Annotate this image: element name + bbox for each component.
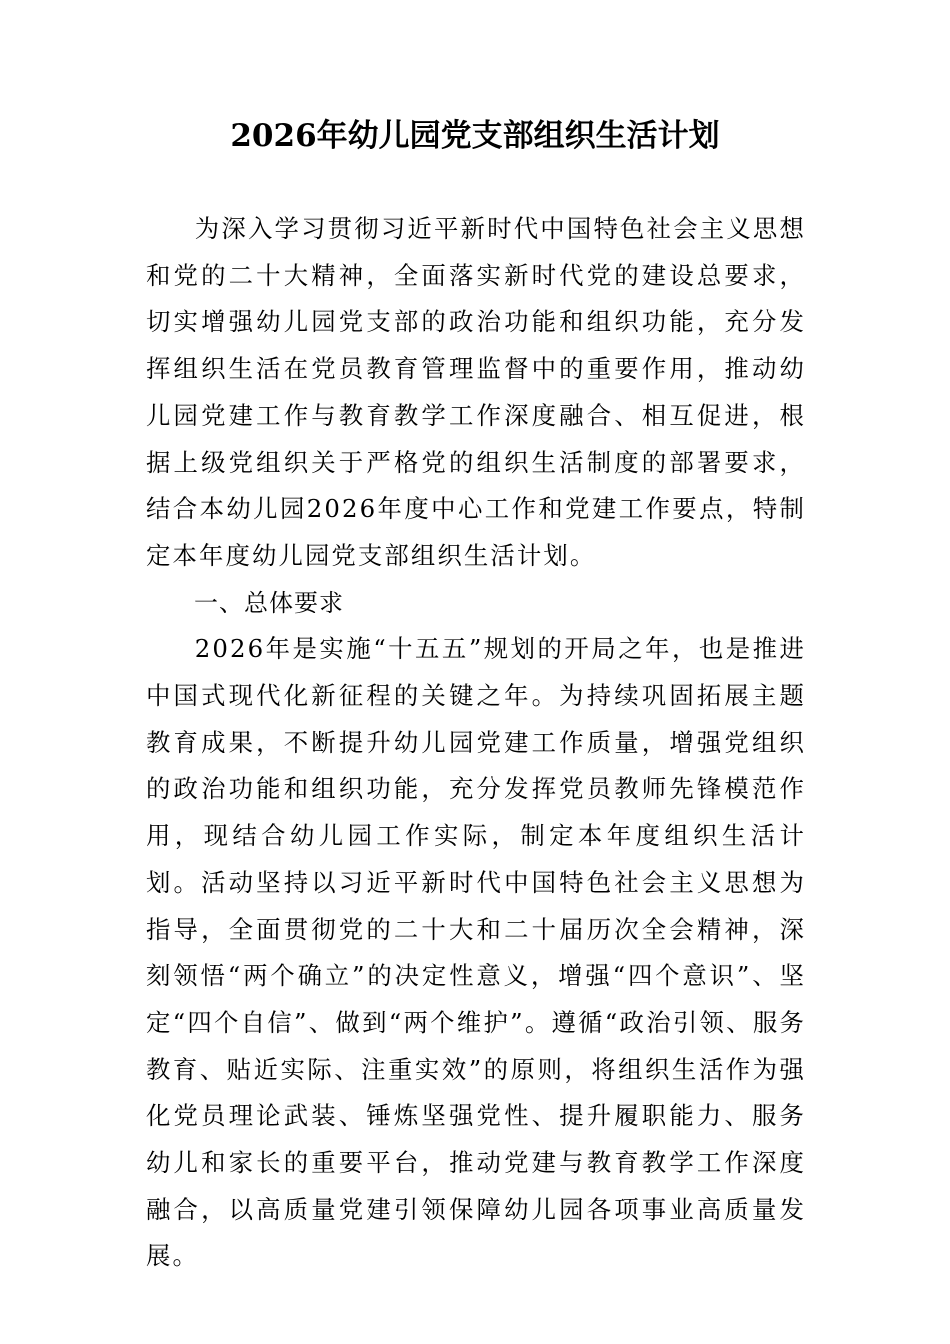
section-heading-general-requirements: 一、总体要求 xyxy=(194,588,344,617)
intro-paragraph: 为深入学习贯彻习近平新时代中国特色社会主义思想和党的二十大精神，全面落实新时代党的建设总要求，切实增强幼儿园党支部的政治功能和组织功能，充分发挥组织生活在党员教育管理监督中的重要作用，推动幼儿园党建工作与教育教学工作深度融合、相互促进，根据上级党组织关于严格党的组织生活制度的部署要求，结合本幼儿园2026年度中心工作和党建工作要点，特制定本年度幼儿园党支部组织生活计划。 xyxy=(146,214,806,570)
document-title: 2026年幼儿园党支部组织生活计划 xyxy=(230,118,720,154)
section-paragraph: 2026年是实施“十五五”规划的开局之年，也是推进中国式现代化新征程的关键之年。为持续巩固拓展主题教育成果，不断提升幼儿园党建工作质量，增强党组织的政治功能和组织功能，充分发挥党员教师先锋模范作用，现结合幼儿园工作实际，制定本年度组织生活计划。活动坚持以习近平新时代中国特色社会主义思想为指导，全面贯彻党的二十大和二十届历次全会精神，深刻领悟“两个确立”的决定性意义，增强“四个意识”、坚定“四个自信”、做到“两个维护”。遵循“政治引领、服务教育、贴近实际、注重实效”的原则，将组织生活作为强化党员理论武装、锤炼坚强党性、提升履职能力、服务幼儿和家长的重要平台，推动党建与教育教学工作深度融合，以高质量党建引领保障幼儿园各项事业高质量发展。 xyxy=(146,634,806,1271)
document-body xyxy=(146,206,806,1280)
